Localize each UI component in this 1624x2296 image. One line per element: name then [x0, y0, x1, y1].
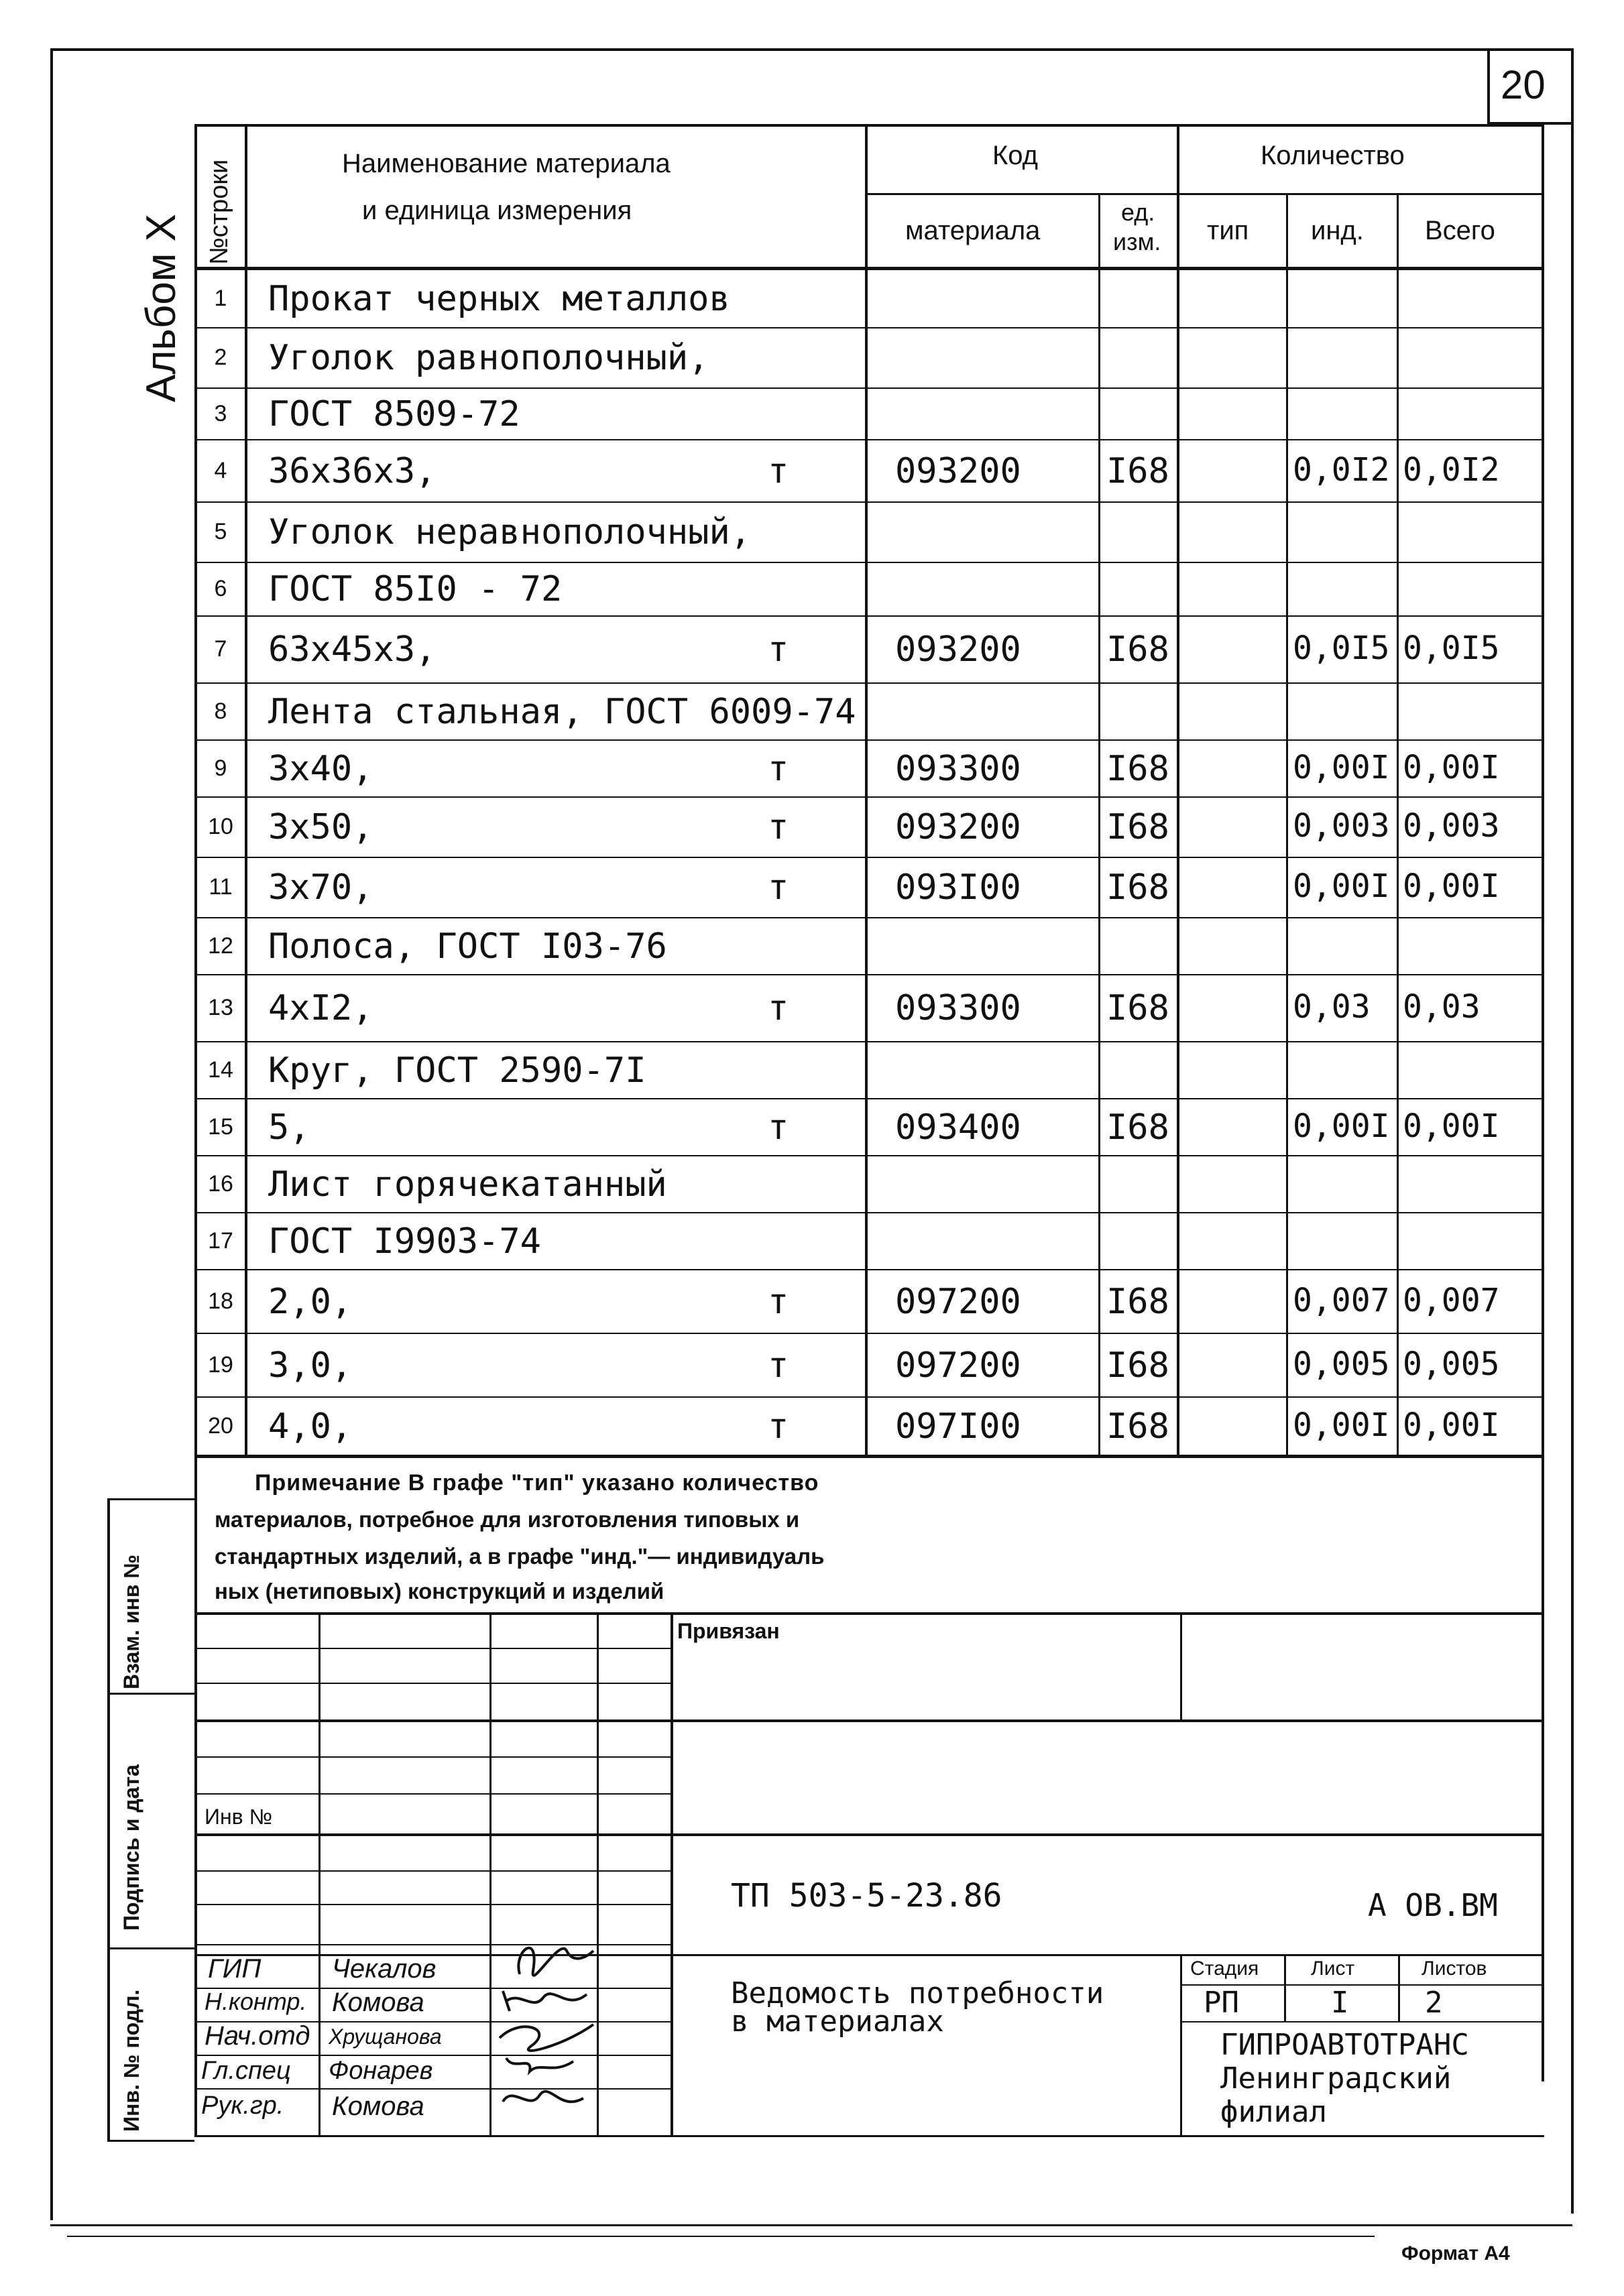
row-unit-short: т: [768, 807, 789, 847]
row-number: 4: [214, 457, 227, 483]
format-label: Формат А4: [1401, 2242, 1510, 2264]
note-line-2: материалов, потребное для изготовления типовых и: [215, 1507, 800, 1532]
row-unit-short: т: [768, 1281, 789, 1322]
row-code: 097I00: [895, 1406, 1021, 1447]
stamp-title-line2: в материалах: [731, 2004, 944, 2039]
header-name-line2: и единица измерения: [362, 196, 632, 225]
row-name: 3х40,: [268, 748, 373, 789]
person-role-5: Рук.гр.: [201, 2092, 284, 2120]
page-number: 20: [1501, 62, 1546, 107]
header-quantity: Количество: [1261, 141, 1405, 170]
row-unit-code: I68: [1106, 807, 1169, 847]
signature-3: [500, 2025, 593, 2051]
row-name: ГОСТ 8509-72: [268, 394, 520, 434]
row-unit-short: т: [768, 629, 789, 670]
row-unit-short: т: [768, 748, 789, 789]
row-code: 093200: [895, 629, 1021, 670]
header-code: Код: [992, 141, 1039, 170]
frame-top: [50, 48, 1572, 51]
row-name: 36х36х3,: [268, 450, 437, 491]
stamp-sheets-header: Листов: [1422, 1957, 1487, 1980]
row-name: Лента стальная, ГОСТ 6009-74: [268, 691, 856, 732]
row-qty-total: 0,0I2: [1403, 450, 1500, 489]
row-number: 15: [208, 1113, 233, 1140]
row-number: 17: [208, 1227, 233, 1254]
row-qty-total: 0,0I5: [1403, 629, 1500, 667]
stamp-sheet-code: А ОВ.ВМ: [1368, 1887, 1498, 1923]
row-unit-short: т: [768, 867, 789, 908]
person-name-4: Фонарев: [329, 2057, 433, 2085]
row-number: 3: [214, 400, 227, 426]
row-qty-ind: 0,00I: [1293, 1406, 1390, 1444]
header-unit-line1: ед.: [1121, 198, 1155, 226]
stamp-stage-value: РП: [1204, 1986, 1239, 2020]
row-qty-total: 0,00I: [1403, 1107, 1500, 1145]
stamp-doc-code: ТП 503-5-23.86: [731, 1877, 1002, 1915]
row-unit-code: I68: [1106, 629, 1169, 670]
row-name: ГОСТ I9903-74: [268, 1221, 541, 1262]
row-unit-code: I68: [1106, 450, 1169, 491]
row-unit-code: I68: [1106, 1406, 1169, 1447]
row-qty-total: 0,00I: [1403, 748, 1500, 786]
row-code: 093300: [895, 988, 1021, 1028]
row-name: 3х70,: [268, 867, 373, 908]
header-qty-ind: инд.: [1311, 216, 1364, 245]
row-code: 093200: [895, 450, 1021, 491]
row-name: Лист горячекатанный: [268, 1164, 667, 1205]
row-code: 097200: [895, 1345, 1021, 1386]
stamp-title-line1: Ведомость потребности: [731, 1976, 1104, 2010]
row-unit-code: I68: [1106, 988, 1169, 1028]
row-number: 20: [208, 1412, 233, 1439]
row-name: Уголок неравнополочный,: [268, 512, 752, 552]
row-number: 16: [208, 1170, 233, 1197]
stamp-inv-no: Инв №: [205, 1805, 272, 1829]
row-name: 5,: [268, 1107, 310, 1148]
row-number: 8: [214, 698, 227, 724]
signature-1: [518, 1948, 593, 1976]
row-name: 4хI2,: [268, 988, 373, 1028]
row-qty-ind: 0,0I5: [1293, 629, 1390, 667]
row-qty-total: 0,003: [1403, 807, 1500, 845]
row-name: ГОСТ 85I0 - 72: [268, 569, 563, 609]
row-unit-code: I68: [1106, 1345, 1169, 1386]
stamp-org-line3: филиал: [1220, 2095, 1327, 2129]
signature-2: [503, 1991, 587, 2011]
row-unit-code: I68: [1106, 1107, 1169, 1148]
row-code: 097200: [895, 1281, 1021, 1322]
person-role-4: Гл.спец: [201, 2057, 291, 2085]
row-code: 093300: [895, 748, 1021, 789]
row-qty-total: 0,00I: [1403, 867, 1500, 905]
row-number: 6: [214, 576, 227, 601]
row-unit-short: т: [768, 450, 789, 491]
row-unit-code: I68: [1106, 867, 1169, 908]
row-number: 7: [214, 636, 227, 662]
signature-5: [503, 2092, 583, 2102]
row-number: 2: [214, 345, 227, 370]
header-unit-line2: изм.: [1113, 228, 1161, 255]
header-name-line1: Наименование материала: [342, 149, 671, 178]
signature-scribbles: [493, 1911, 600, 2138]
header-code-material: материала: [905, 216, 1041, 245]
row-unit-short: т: [768, 1406, 789, 1447]
row-qty-total: 0,03: [1403, 988, 1481, 1026]
album-label: Альбом X: [138, 213, 184, 402]
row-unit-short: т: [768, 1345, 789, 1386]
header-qty-type: тип: [1207, 216, 1249, 245]
note-line-3: стандартных изделий, а в графе "инд."— индивидуаль: [215, 1544, 825, 1569]
row-number: 18: [208, 1288, 233, 1314]
stamp-stage-header: Стадия: [1190, 1957, 1259, 1980]
row-number: 5: [214, 519, 227, 544]
note-line-4: ных (нетиповых) конструкций и изделий: [215, 1579, 664, 1604]
row-number: 1: [214, 285, 227, 311]
person-name-2: Комова: [332, 1988, 424, 2017]
person-role-1: ГИП: [208, 1954, 262, 1984]
row-name: 3х50,: [268, 807, 373, 847]
row-qty-ind: 0,00I: [1293, 867, 1390, 905]
side-vzam-inv: Взам. инв №: [119, 1554, 143, 1689]
row-qty-ind: 0,00I: [1293, 1107, 1390, 1145]
frame-left: [50, 48, 53, 2220]
stamp-sheets-value: 2: [1425, 1986, 1443, 2020]
person-role-3: Нач.отд: [205, 2021, 310, 2051]
row-unit-short: т: [768, 988, 789, 1028]
person-name-3: Хрущанова: [329, 2025, 442, 2049]
row-number: 10: [208, 814, 233, 839]
stamp-org-line2: Ленинградский: [1220, 2061, 1452, 2096]
row-name: 63х45х3,: [268, 629, 437, 670]
row-name: 4,0,: [268, 1406, 353, 1447]
row-unit-short: т: [768, 1107, 789, 1148]
row-number: 19: [208, 1351, 233, 1378]
row-qty-ind: 0,003: [1293, 807, 1390, 845]
row-number: 12: [208, 932, 233, 959]
row-name: Полоса, ГОСТ I03-76: [268, 926, 667, 967]
stamp-sheet-value: I: [1331, 1986, 1349, 2020]
row-qty-ind: 0,007: [1293, 1281, 1390, 1319]
row-number: 11: [209, 874, 233, 900]
row-number: 14: [208, 1056, 233, 1083]
row-qty-total: 0,005: [1403, 1345, 1500, 1383]
header-row-no: №строки: [205, 159, 233, 265]
person-name-1: Чекалов: [332, 1954, 437, 1984]
row-name: Круг, ГОСТ 2590-7I: [268, 1050, 646, 1091]
person-role-2: Н.контр.: [205, 1988, 307, 2015]
row-code: 093I00: [895, 867, 1021, 908]
person-name-5: Комова: [332, 2092, 424, 2121]
row-name: Прокат черных металлов: [268, 278, 730, 319]
row-name: 2,0,: [268, 1281, 353, 1322]
row-qty-total: 0,00I: [1403, 1406, 1500, 1444]
row-number: 9: [214, 755, 227, 781]
row-name: Уголок равнополочный,: [268, 338, 709, 378]
row-name: 3,0,: [268, 1345, 353, 1386]
row-qty-total: 0,007: [1403, 1281, 1500, 1319]
row-qty-ind: 0,03: [1293, 988, 1371, 1026]
row-qty-ind: 0,0I2: [1293, 450, 1390, 489]
signature-4: [506, 2058, 573, 2071]
row-unit-code: I68: [1106, 1281, 1169, 1322]
row-unit-code: I68: [1106, 748, 1169, 789]
frame-right: [1571, 48, 1574, 2214]
side-inv-podl: Инв. № подл.: [119, 1989, 143, 2132]
stamp-privyazan: Привязан: [677, 1619, 780, 1643]
stamp-org-line1: ГИПРОАВТОТРАНС: [1220, 2028, 1469, 2062]
row-number: 13: [208, 995, 233, 1020]
row-code: 093200: [895, 807, 1021, 847]
row-code: 093400: [895, 1107, 1021, 1148]
stamp-sheet-header: Лист: [1311, 1957, 1355, 1980]
side-podpis-data: Подпись и дата: [119, 1764, 143, 1931]
note-line-1: Примечание В графе "тип" указано количество: [255, 1470, 819, 1496]
row-qty-ind: 0,005: [1293, 1345, 1390, 1383]
header-qty-total: Всего: [1425, 216, 1495, 245]
row-qty-ind: 0,00I: [1293, 748, 1390, 786]
frame-bottom: [50, 2224, 1572, 2226]
